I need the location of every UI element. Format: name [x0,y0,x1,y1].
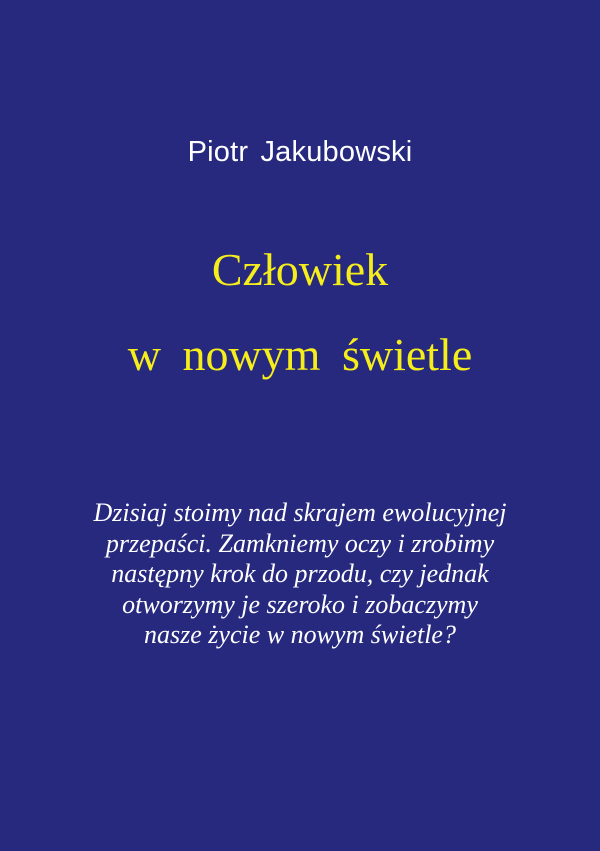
blurb-line-4: otworzymy je szeroko i zobaczymy [122,589,478,619]
cover-blurb [40,498,560,651]
book-title-line-1: Człowiek [211,244,389,295]
blurb-line-3: następny krok do przodu, czy jednak [111,559,489,588]
blurb-line-5: nasze życie w nowym świetle? [144,620,456,649]
author-name: Piotr Jakubowski [187,136,413,168]
book-title-line-2: w nowym świetle [127,329,473,380]
blurb-line-1: Dzisiaj stoimy nad skrajem ewolucyjnej [93,498,507,527]
blurb-line-2: przepaści. Zamkniemy oczy i zrobimy [105,528,495,558]
